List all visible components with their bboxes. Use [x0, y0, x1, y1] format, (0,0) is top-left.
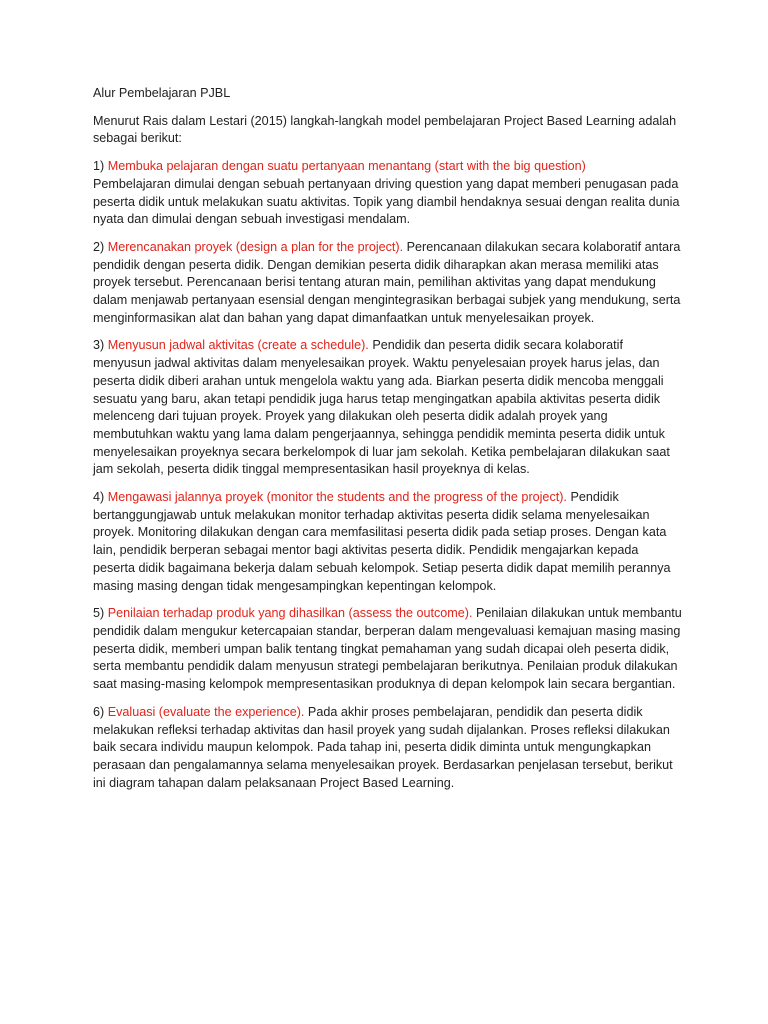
- step-6-number: 6): [93, 704, 105, 719]
- step-1-number: 1): [93, 159, 105, 174]
- document-title: Alur Pembelajaran PJBL: [93, 86, 231, 100]
- step-1-paragraph: [93, 158, 683, 229]
- step-2-heading: Merencanakan proyek (design a plan for the project).: [107, 239, 404, 254]
- step-3-number: 3): [93, 338, 105, 353]
- step-3-heading: Menyusun jadwal aktivitas (create a schedule).: [107, 338, 369, 353]
- step-2-body: Perencanaan dilakukan secara kolaboratif antara pendidik dengan peserta didik. Dengan demikian peserta didik diharapkan akan merasa memiliki atas proyek tersebut. Perencanaan berisi tentang aturan main, pemilihan aktivitas yang dapat mendukung dalam menjawab pertanyaan esensial dengan mengintegrasikan berbagai subjek yang mendukung, serta menginformasikan alat dan bahan yang dapat dimanfaatkan untuk menyelesaikan proyek.: [93, 239, 681, 325]
- step-1-body: Pembelajaran dimulai dengan sebuah pertanyaan driving question yang dapat memberi penugasan pada peserta didik untuk melakukan suatu aktivitas. Topik yang diambil hendaknya sesuai dengan realita dunia nyata dan dimulai dengan sebuah investigasi mendalam.: [93, 176, 680, 227]
- step-6-heading: Evaluasi (evaluate the experience).: [107, 704, 305, 719]
- step-5-number: 5): [93, 606, 105, 621]
- intro-paragraph: Menurut Rais dalam Lestari (2015) langkah-langkah model pembelajaran Project Based Learning adalah sebagai berikut:: [93, 113, 677, 146]
- step-6-paragraph: [93, 704, 683, 793]
- step-2-number: 2): [93, 239, 105, 254]
- step-2-paragraph: [93, 239, 683, 328]
- step-4-heading: Mengawasi jalannya proyek (monitor the students and the progress of the project).: [107, 490, 567, 505]
- step-1-heading: Membuka pelajaran dengan suatu pertanyaan menantang (start with the big question): [107, 159, 586, 174]
- step-4-number: 4): [93, 490, 105, 505]
- step-6-body: Pada akhir proses pembelajaran, pendidik dan peserta didik melakukan refleksi terhadap aktivitas dan hasil proyek yang sudah dijalankan. Proses refleksi dilakukan baik secara individu maupun kelompok. Pada tahap ini, peserta didik diminta untuk mengungkapkan perasaan dan pengalamannya selama menyelesaikan proyek. Berdasarkan penjelasan tersebut, berikut ini diagram tahapan dalam pelaksanaan Project Based Learning.: [93, 704, 673, 790]
- document-page: [93, 85, 683, 802]
- step-4-paragraph: [93, 489, 683, 595]
- step-5-body: Penilaian dilakukan untuk membantu pendidik dalam mengukur ketercapaian standar, berperan dalam mengevaluasi kemajuan masing masing peserta didik, memberi umpan balik tentang tingkat pemahaman yang sudah dicapai oleh peserta didik, serta membantu pendidik dalam menyusun strategi pembelajaran berikutnya. Penilaian produk dilakukan saat masing-masing kelompok mempresentasikan produknya di depan kelompok lain secara bergantian.: [93, 606, 682, 692]
- step-4-body: Pendidik bertanggungjawab untuk melakukan monitor terhadap aktivitas peserta didik selama menyelesaikan proyek. Monitoring dilakukan dengan cara memfasilitasi peserta didik pada setiap proses. Dengan kata lain, pendidik berperan sebagai mentor bagi aktivitas peserta didik. Pendidik mengajarkan kepada peserta didik bagaimana bekerja dalam sebuah kelompok. Setiap peserta didik dapat memilih perannya masing masing dengan tidak mengesampingkan kepentingan kelompok.: [93, 490, 671, 593]
- step-5-paragraph: [93, 605, 683, 694]
- step-5-heading: Penilaian terhadap produk yang dihasilkan (assess the outcome).: [107, 606, 473, 621]
- step-3-body: Pendidik dan peserta didik secara kolaboratif menyusun jadwal aktivitas dalam menyelesaikan proyek. Waktu penyelesaian proyek harus jelas, dan peserta didik diberi arahan untuk mengelola waktu yang ada. Biarkan peserta didik mencoba menggali sesuatu yang baru, akan tetapi pendidik juga harus tetap mengingatkan apabila aktivitas peserta didik melenceng dari tujuan proyek. Proyek yang dilakukan oleh peserta didik adalah proyek yang membutuhkan waktu yang lama dalam pengerjaannya, sehingga pendidik meminta peserta didik untuk menyelesaikan proyeknya secara berkelompok di luar jam sekolah. Ketika pembelajaran dilakukan saat jam sekolah, peserta didik tinggal mempresentasikan hasil proyeknya di kelas.: [93, 338, 670, 477]
- step-3-paragraph: [93, 337, 683, 479]
